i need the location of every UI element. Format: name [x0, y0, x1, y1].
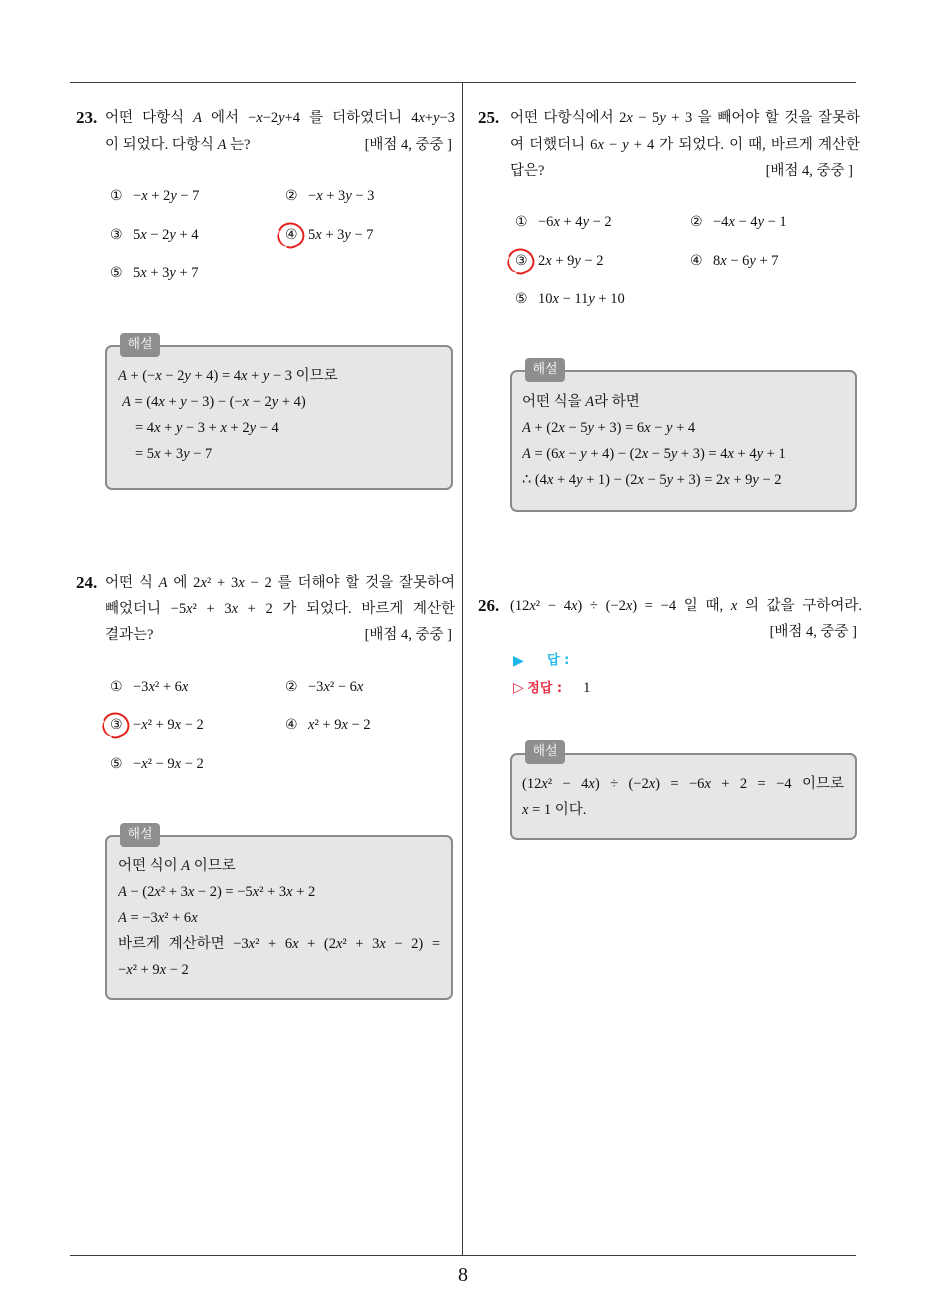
choice-number: ④ — [285, 225, 308, 245]
choice-number: ① — [515, 214, 528, 230]
choice-5 — [110, 754, 204, 774]
choice-expression: −4x − 4y − 1 — [713, 214, 787, 230]
problem-number: 23. — [76, 108, 98, 127]
solution-line: A − (2x² + 3x − 2) = −5x² + 3x + 2 — [118, 884, 316, 900]
answer-circle-mark — [504, 244, 539, 279]
choice-3 — [110, 715, 204, 735]
choice-number: ③ — [110, 227, 123, 243]
answer-circle-mark — [274, 218, 309, 253]
choice-3 — [515, 251, 604, 271]
solution-line: A = (4x + y − 3) − (−x − 2y + 4) — [122, 394, 306, 410]
solution-line: A + (2x − 5y + 3) = 6x − y + 4 — [522, 420, 696, 436]
choice-1 — [110, 186, 199, 206]
answer-prompt-label: 답 : — [547, 653, 570, 668]
answer-circle-mark — [99, 708, 134, 743]
solution-line: ∴ (4x + 4y + 1) − (2x − 5y + 3) = 2x + 9y − 2 — [522, 472, 782, 488]
choice-number: ② — [285, 679, 298, 695]
choice-1 — [110, 677, 188, 697]
solution-tab: 해설 — [525, 740, 565, 764]
score-label: [배점 4, 중중 ] — [364, 627, 452, 643]
choice-expression: −x² + 9x − 2 — [133, 717, 204, 733]
choice-2 — [285, 186, 374, 206]
choice-expression: −3x² − 6x — [308, 679, 364, 695]
problem-number: 24. — [76, 573, 98, 592]
problem-number: 25. — [478, 108, 500, 127]
choice-expression: −3x² + 6x — [133, 679, 189, 695]
solution-line: = 4x + y − 3 + x + 2y − 4 — [135, 420, 279, 436]
top-rule — [70, 82, 856, 83]
choice-number: ④ — [690, 253, 703, 269]
bottom-rule — [70, 1255, 856, 1256]
answer-prompt-label-row — [547, 651, 569, 671]
choice-1 — [515, 212, 612, 232]
choice-4 — [285, 225, 374, 245]
choice-4 — [285, 715, 371, 735]
solution-tab: 해설 — [525, 358, 565, 382]
choice-expression: 5x + 3y + 7 — [133, 265, 199, 281]
score-label: [배점 4, 중중 ] — [765, 163, 853, 179]
question-line: 결과는? — [105, 627, 154, 643]
choice-number: ③ — [110, 715, 133, 735]
solution-line: 바르게 계산하면 −3x² + 6x + (2x² + 3x − 2) = — [118, 936, 440, 952]
choice-number: ④ — [285, 717, 298, 733]
question-line: 이 되었다. 다항식 A 는? — [105, 137, 251, 153]
choice-5 — [110, 263, 199, 283]
choice-number: ① — [110, 188, 123, 204]
choice-expression: −x² − 9x − 2 — [133, 756, 204, 772]
question-line: 어떤 다항식 A 에서 −x−2y+4 를 더하였더니 4x+y−3 — [105, 110, 455, 126]
solution-line: = 5x + 3y − 7 — [135, 446, 213, 462]
play-triangle-icon: ▶ — [513, 653, 524, 669]
choice-expression: 2x + 9y − 2 — [538, 253, 604, 269]
page-number: 8 — [458, 1264, 468, 1286]
choice-expression: −x + 2y − 7 — [133, 188, 200, 204]
solution-line: (12x² − 4x) ÷ (−2x) = −6x + 2 = −4 이므로 — [522, 776, 844, 792]
answer-prompt-row — [513, 651, 524, 672]
question-line: (12x² − 4x) ÷ (−2x) = −4 일 때, x 의 값을 구하여라. — [510, 598, 862, 614]
choice-number: ③ — [515, 251, 538, 271]
choice-number: ② — [690, 214, 703, 230]
question-line: 여 더했더니 6x − y + 4 가 되었다. 이 때, 바르게 계산한 — [510, 137, 860, 153]
solution-line: −x² + 9x − 2 — [118, 962, 189, 978]
choice-number: ⑤ — [110, 265, 123, 281]
choice-expression: x² + 9x − 2 — [308, 717, 371, 733]
choice-number: ① — [110, 679, 123, 695]
choice-expression: −6x + 4y − 2 — [538, 214, 612, 230]
choice-expression: 8x − 6y + 7 — [713, 253, 779, 269]
answer-key-label: 정답 : — [527, 681, 563, 696]
answer-key-value-row — [583, 678, 591, 699]
choice-expression: −x + 3y − 3 — [308, 188, 375, 204]
solution-line: A = (6x − y + 4) − (2x − 5y + 3) = 4x + 4y + 1 — [522, 446, 786, 462]
solution-line: A = −3x² + 6x — [118, 910, 198, 926]
question-line: 어떤 다항식에서 2x − 5y + 3 을 빼어야 할 것을 잘못하 — [510, 110, 860, 126]
choice-expression: 5x + 3y − 7 — [308, 227, 374, 243]
problem-number: 26. — [478, 596, 500, 615]
answer-key-row — [513, 678, 562, 699]
question-line: 빼었더니 −5x² + 3x + 2 가 되었다. 바르게 계산한 — [105, 601, 455, 617]
solution-line: 어떤 식이 A 이므로 — [118, 858, 236, 874]
choice-number: ⑤ — [110, 756, 123, 772]
choice-number: ② — [285, 188, 298, 204]
choice-4 — [690, 251, 779, 271]
solution-tab: 해설 — [120, 333, 160, 357]
score-label: [배점 4, 중중 ] — [364, 137, 452, 153]
solution-tab: 해설 — [120, 823, 160, 847]
solution-box — [510, 753, 857, 840]
question-line: 답은? — [510, 163, 545, 179]
choice-3 — [110, 225, 199, 245]
answer-key-value: 1 — [583, 680, 591, 696]
choice-2 — [285, 677, 363, 697]
choice-5 — [515, 289, 625, 309]
column-divider — [462, 82, 463, 1255]
solution-line: A + (−x − 2y + 4) = 4x + y − 3 이므로 — [118, 368, 338, 384]
choice-2 — [690, 212, 787, 232]
choice-expression: 10x − 11y + 10 — [538, 291, 625, 307]
choice-expression: 5x − 2y + 4 — [133, 227, 199, 243]
score-label: [배점 4, 중중 ] — [769, 624, 857, 640]
solution-line: 어떤 식을 A라 하면 — [522, 394, 640, 410]
solution-line: x = 1 이다. — [522, 802, 587, 818]
question-line: 어떤 식 A 에 2x² + 3x − 2 를 더해야 할 것을 잘못하여 — [105, 575, 455, 591]
choice-number: ⑤ — [515, 291, 528, 307]
outline-triangle-icon: ▷ — [513, 680, 524, 696]
